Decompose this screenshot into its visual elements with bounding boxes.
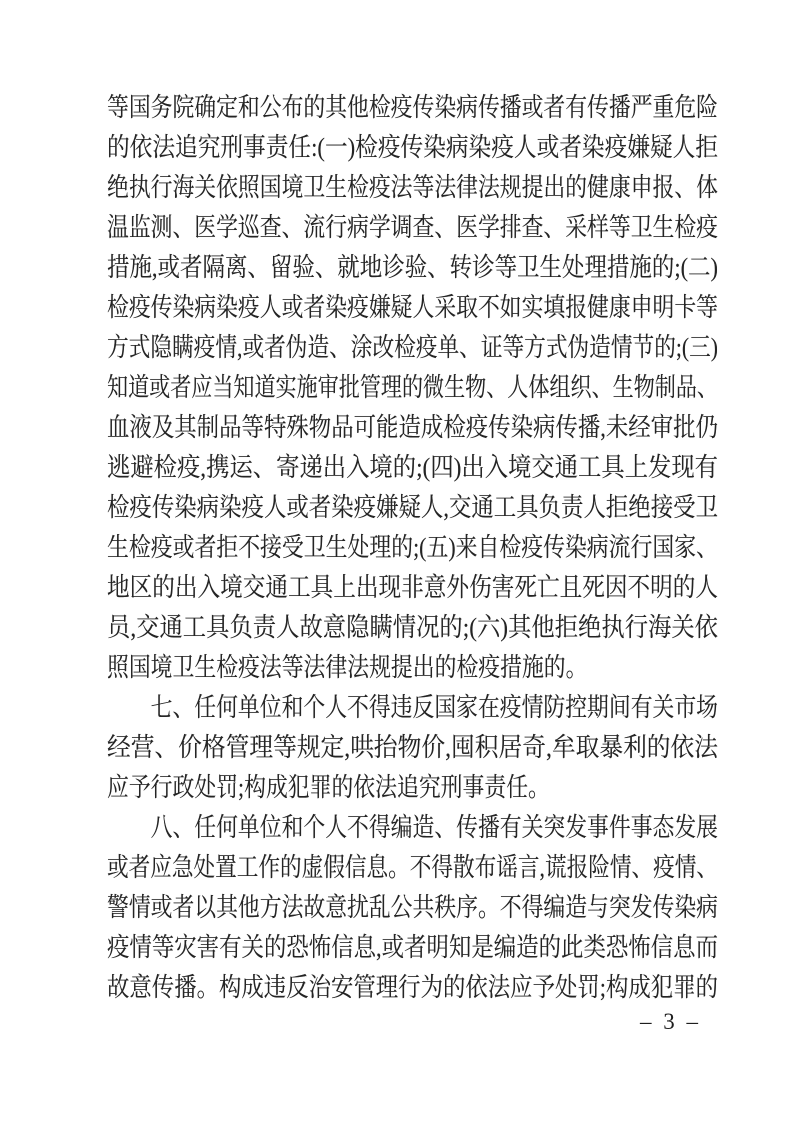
text-line <box>107 968 718 1008</box>
text-line <box>107 128 718 168</box>
text-line <box>107 888 718 928</box>
text-line-content: 经营、价格管理等规定,哄抬物价,囤积居奇,牟取暴利的依法 <box>107 733 718 762</box>
text-line-content: 方式隐瞒疫情,或者伪造、涂改检疫单、证等方式伪造情节的;(三) <box>107 333 718 362</box>
text-line <box>107 848 718 888</box>
text-line-content: 绝执行海关依照国境卫生检疫法等法律法规提出的健康申报、体 <box>107 173 718 202</box>
text-line <box>107 648 718 688</box>
text-line-content: 地区的出入境交通工具上出现非意外伤害死亡且死因不明的人 <box>107 573 718 602</box>
text-line-content: 员,交通工具负责人故意隐瞒情况的;(六)其他拒绝执行海关依 <box>107 613 718 642</box>
text-line-content: 警情或者以其他方法故意扰乱公共秩序。不得编造与突发传染病 <box>107 893 718 922</box>
text-line <box>107 328 718 368</box>
text-line-content: 知道或者应当知道实施审批管理的微生物、人体组织、生物制品、 <box>107 373 718 402</box>
text-line-content: 或者应急处置工作的虚假信息。不得散布谣言,谎报险情、疫情、 <box>107 853 718 882</box>
text-line-content: 八、任何单位和个人不得编造、传播有关突发事件事态发展 <box>107 813 718 842</box>
text-line-content: 温监测、医学巡查、流行病学调查、医学排查、采样等卫生检疫 <box>107 213 718 242</box>
text-line <box>107 368 718 408</box>
text-line <box>107 248 718 288</box>
text-line <box>107 88 718 128</box>
text-line-content: 逃避检疫,携运、寄递出入境的;(四)出入境交通工具上发现有 <box>107 453 718 482</box>
text-line-content: 等国务院确定和公布的其他检疫传染病传播或者有传播严重危险 <box>107 93 718 122</box>
text-line <box>107 528 718 568</box>
text-line <box>107 408 718 448</box>
text-line-content: 故意传播。构成违反治安管理行为的依法应予处罚;构成犯罪的 <box>107 973 718 1002</box>
text-line-content: 血液及其制品等特殊物品可能造成检疫传染病传播,未经审批仍 <box>107 413 718 442</box>
text-line-content: 检疫传染病染疫人或者染疫嫌疑人,交通工具负责人拒绝接受卫 <box>107 493 718 522</box>
text-line-content: 的依法追究刑事责任:(一)检疫传染病染疫人或者染疫嫌疑人拒 <box>107 133 718 162</box>
text-line <box>107 568 718 608</box>
text-block <box>107 88 718 1008</box>
text-line <box>107 608 718 648</box>
text-line-content: 措施,或者隔离、留验、就地诊验、转诊等卫生处理措施的;(二) <box>107 253 718 282</box>
text-line <box>107 288 718 328</box>
text-line-content: 疫情等灾害有关的恐怖信息,或者明知是编造的此类恐怖信息而 <box>107 933 718 962</box>
text-line <box>107 168 718 208</box>
page-number: – 3 – <box>640 1009 701 1034</box>
text-line-content: 照国境卫生检疫法等法律法规提出的检疫措施的。 <box>107 653 588 682</box>
text-line-content: 检疫传染病染疫人或者染疫嫌疑人采取不如实填报健康申明卡等 <box>107 293 718 322</box>
text-line <box>107 688 718 728</box>
text-line <box>107 728 718 768</box>
text-line-content: 七、任何单位和个人不得违反国家在疫情防控期间有关市场 <box>107 693 718 722</box>
text-line <box>107 808 718 848</box>
text-line-content: 生检疫或者拒不接受卫生处理的;(五)来自检疫传染病流行国家、 <box>107 533 718 562</box>
text-line <box>107 448 718 488</box>
text-line <box>107 208 718 248</box>
text-line-content: 应予行政处罚;构成犯罪的依法追究刑事责任。 <box>107 773 550 802</box>
text-line <box>107 768 718 808</box>
text-line <box>107 928 718 968</box>
text-line <box>107 488 718 528</box>
